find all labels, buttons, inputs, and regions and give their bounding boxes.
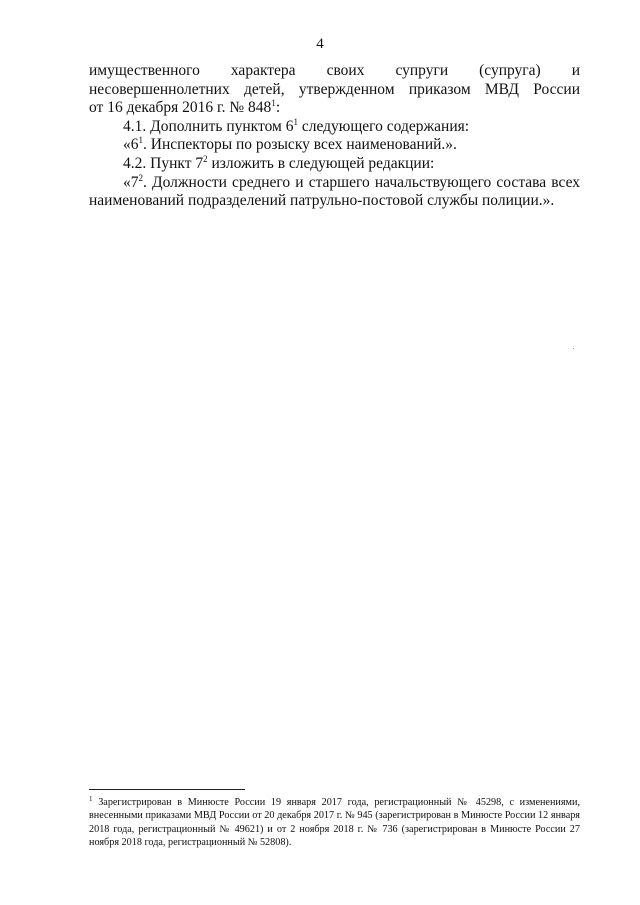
intro-word: имущественного bbox=[89, 62, 200, 79]
intro-paragraph bbox=[89, 62, 580, 118]
intro-word: своих bbox=[326, 62, 365, 79]
intro-line-1 bbox=[89, 62, 580, 81]
scan-artifact bbox=[573, 348, 574, 349]
intro-word: и bbox=[571, 62, 580, 79]
document-body bbox=[89, 62, 580, 211]
superscript: 1 bbox=[293, 116, 298, 127]
page-number: 4 bbox=[316, 36, 324, 52]
intro-line-2: несовершеннолетних детей, утвержденном приказом МВД России bbox=[89, 80, 580, 98]
footnote-separator bbox=[89, 789, 245, 790]
intro-word: (супруга) bbox=[479, 62, 541, 79]
quote-item-7-2: «$7^2$. Должности среднего и старшего начальствующего состава всех наименований подразделений патрульно-постовой службы полиции.». bbox=[89, 172, 580, 210]
superscript: 1 bbox=[138, 135, 143, 146]
footnote-ref: 1 bbox=[271, 98, 276, 109]
intro-word: супруги bbox=[395, 62, 449, 79]
item-4-1: 4.1. Дополнить пунктом $6^1$ следующего содержания: bbox=[123, 116, 470, 135]
footnote-marker: 1 bbox=[89, 795, 93, 803]
item-4-2: 4.2. Пункт $7^2$ изложить в следующей редакции: bbox=[123, 153, 435, 172]
footnote bbox=[89, 796, 580, 850]
intro-line-3: от 16 декабря 2016 г. № $848^1$: bbox=[89, 98, 281, 117]
superscript: 2 bbox=[203, 153, 208, 164]
quote-item-6-1: «$6^1$. Инспекторы по розыску всех наименований.». bbox=[123, 135, 457, 154]
intro-word: характера bbox=[230, 62, 296, 79]
footnote-text: Зарегистрирован в Минюсте России 19 января 2017 года, регистрационный № 45298, с изменениями, внесенными приказами МВД России от 20 декабря 2017 г. № 945 (зарегистрирован в Минюсте России 12 января 2018 года, регистрационный № 49621) и от 2 ноября 2018 г. № 736 (зарегистрирован в Минюсте России 27 ноября 2018 года, регистрационный № 52808). bbox=[89, 797, 580, 849]
superscript: 2 bbox=[138, 172, 143, 183]
